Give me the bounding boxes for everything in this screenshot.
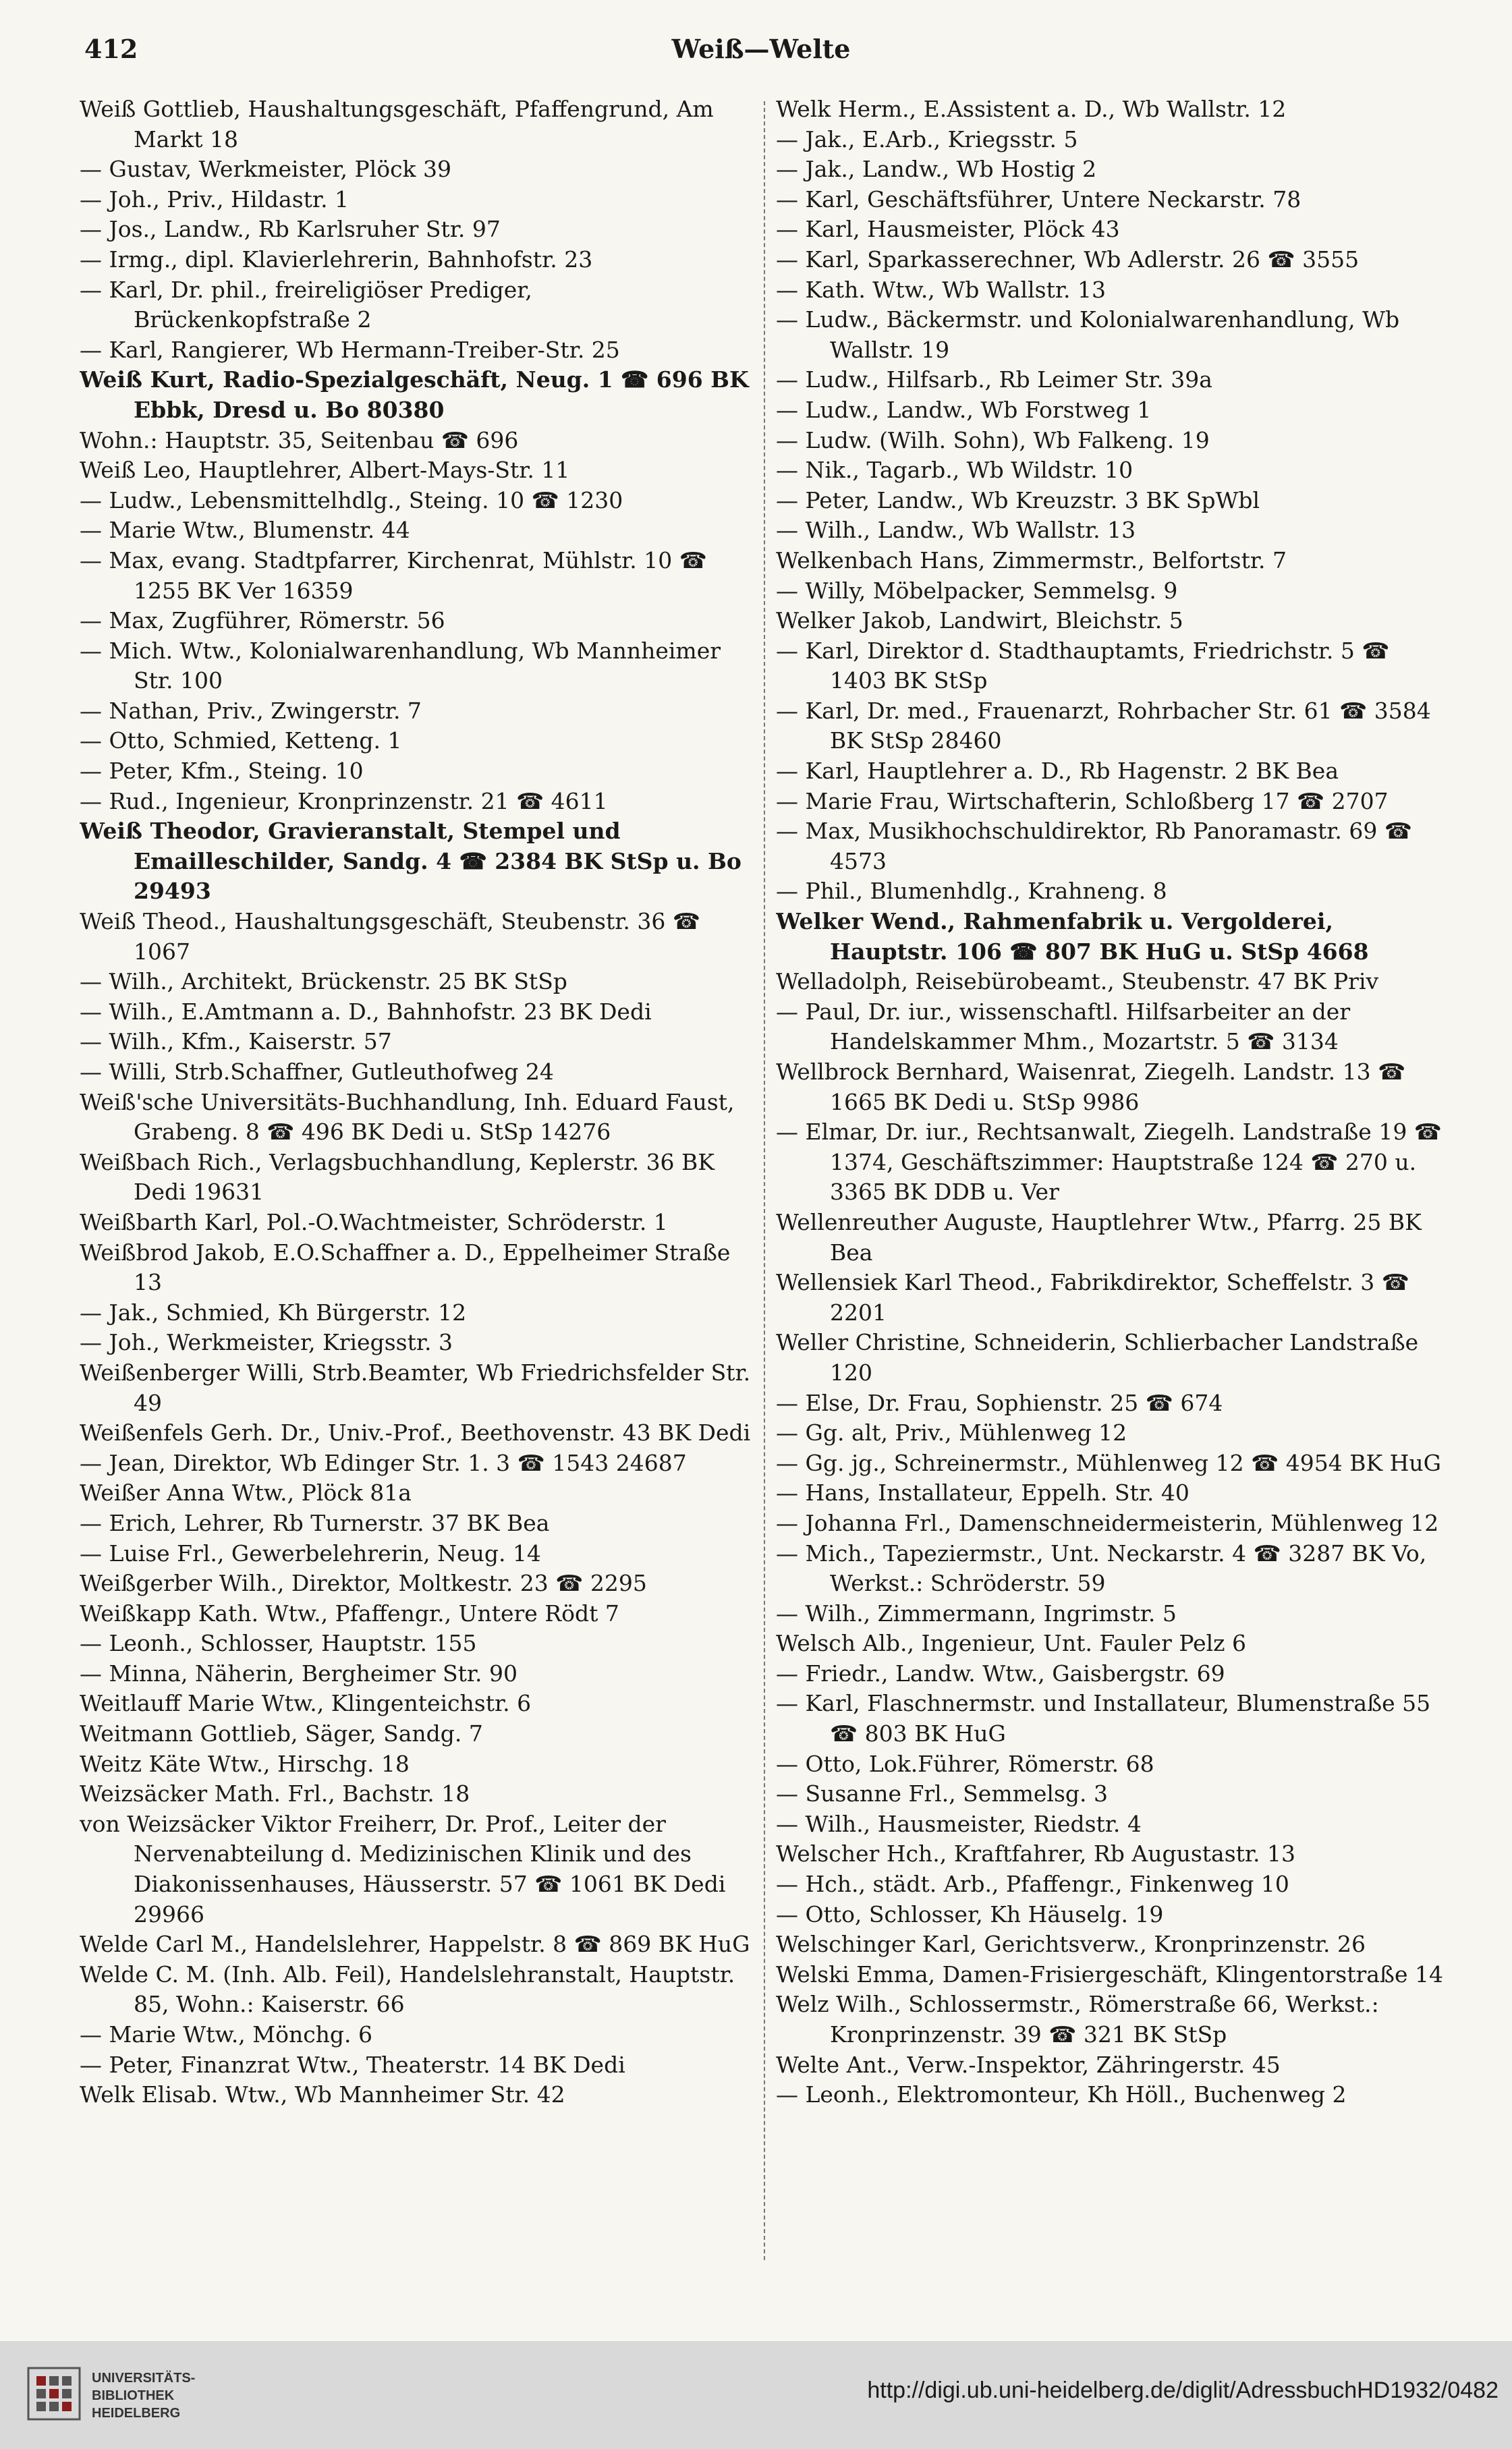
directory-entry: — Karl, Geschäftsführer, Untere Neckarstr. 78 <box>776 186 1301 213</box>
directory-entry: — Paul, Dr. iur., wissenschaftl. Hilfsarbeiter an der Handelskammer Mhm., Mozartstr. 5 ☎ 3134 <box>776 998 1351 1055</box>
left-column <box>80 94 754 2260</box>
directory-entry: — Elmar, Dr. iur., Rechtsanwalt, Ziegelh. Landstraße 19 ☎ 1374, Geschäftszimmer: Hauptstraße 124 ☎ 270 u. 3365 BK DDB u. Ver <box>776 1119 1442 1206</box>
directory-entry: Welz Wilh., Schlossermstr., Römerstraße 66, Werkst.: Kronprinzenstr. 39 ☎ 321 BK StSp <box>776 1991 1379 2048</box>
directory-entry: — Johanna Frl., Damenschneidermeisterin, Mühlenweg 12 <box>776 1509 1439 1536</box>
directory-entry: Welladolph, Reisebürobeamt., Steubenstr. 47 BK Priv <box>776 968 1379 995</box>
directory-entry: — Joh., Priv., Hildastr. 1 <box>80 186 349 213</box>
directory-entry: Weller Christine, Schneiderin, Schlierbacher Landstraße 120 <box>776 1329 1419 1386</box>
directory-entry: — Hch., städt. Arb., Pfaffengr., Finkenweg 10 <box>776 1871 1289 1898</box>
directory-entry: — Else, Dr. Frau, Sophienstr. 25 ☎ 674 <box>776 1389 1223 1416</box>
directory-entry: — Luise Frl., Gewerbelehrerin, Neug. 14 <box>80 1540 541 1567</box>
directory-entry: — Wilh., Zimmermann, Ingrimstr. 5 <box>776 1600 1177 1627</box>
directory-entry: — Jak., E.Arb., Kriegsstr. 5 <box>776 125 1078 152</box>
directory-entry: Welde C. M. (Inh. Alb. Feil), Handelslehranstalt, Hauptstr. 85, Wohn.: Kaiserstr. 66 <box>80 1961 735 2018</box>
directory-entry: Weißer Anna Wtw., Plöck 81a <box>80 1480 412 1507</box>
directory-entry: Weißkapp Kath. Wtw., Pfaffengr., Untere Rödt 7 <box>80 1600 619 1627</box>
directory-entry: Welker Wend., Rahmenfabrik u. Vergolderei, Hauptstr. 106 ☎ 807 BK HuG u. StSp 4668 <box>776 908 1369 965</box>
directory-entry: — Susanne Frl., Semmelsg. 3 <box>776 1780 1109 1807</box>
directory-entry: Welschinger Karl, Gerichtsverw., Kronprinzenstr. 26 <box>776 1931 1366 1958</box>
directory-entry: — Karl, Dr. phil., freireligiöser Prediger, Brückenkopfstraße 2 <box>80 276 532 333</box>
directory-entry: — Otto, Schmied, Ketteng. 1 <box>80 727 402 754</box>
directory-entry: Welte Ant., Verw.-Inspektor, Zähringerstr. 45 <box>776 2051 1281 2078</box>
directory-entry: Weiß Gottlieb, Haushaltungsgeschäft, Pfaffengrund, Am Markt 18 <box>80 96 714 152</box>
directory-entry: — Wilh., E.Amtmann a. D., Bahnhofstr. 23 BK Dedi <box>80 998 652 1025</box>
directory-entry: Welde Carl M., Handelslehrer, Happelstr. 8 ☎ 869 BK HuG <box>80 1931 750 1958</box>
directory-entry: — Nik., Tagarb., Wb Wildstr. 10 <box>776 457 1133 484</box>
directory-entry: — Ludw., Lebensmittelhdlg., Steing. 10 ☎ 1230 <box>80 486 623 513</box>
directory-entry: — Karl, Hauptlehrer a. D., Rb Hagenstr. 2 BK Bea <box>776 758 1339 785</box>
directory-entry: Wellensiek Karl Theod., Fabrikdirektor, Scheffelstr. 3 ☎ 2201 <box>776 1269 1409 1326</box>
directory-entry: Welk Herm., E.Assistent a. D., Wb Wallstr. 12 <box>776 96 1287 122</box>
directory-entry: — Karl, Rangierer, Wb Hermann-Treiber-Str. 25 <box>80 336 620 363</box>
directory-entry: — Gustav, Werkmeister, Plöck 39 <box>80 156 452 183</box>
directory-entry: Weitmann Gottlieb, Säger, Sandg. 7 <box>80 1720 483 1747</box>
directory-entry: — Otto, Lok.Führer, Römerstr. 68 <box>776 1750 1154 1777</box>
directory-entry: — Jak., Schmied, Kh Bürgerstr. 12 <box>80 1299 467 1326</box>
directory-entry: — Karl, Direktor d. Stadthauptamts, Friedrichstr. 5 ☎ 1403 BK StSp <box>776 637 1390 694</box>
directory-entry: — Marie Wtw., Mönchg. 6 <box>80 2021 373 2048</box>
directory-entry: Weiß'sche Universitäts-Buchhandlung, Inh. Eduard Faust, Grabeng. 8 ☎ 496 BK Dedi u. StSp 14276 <box>80 1088 735 1146</box>
directory-entry: — Friedr., Landw. Wtw., Gaisbergstr. 69 <box>776 1660 1225 1687</box>
directory-entry: — Leonh., Schlosser, Hauptstr. 155 <box>80 1630 477 1657</box>
directory-entry: — Leonh., Elektromonteur, Kh Höll., Buchenweg 2 <box>776 2081 1347 2108</box>
directory-entry: Wellenreuther Auguste, Hauptlehrer Wtw., Pfarrg. 25 BK Bea <box>776 1208 1422 1266</box>
directory-entry: — Kath. Wtw., Wb Wallstr. 13 <box>776 276 1106 303</box>
directory-entry: — Rud., Ingenieur, Kronprinzenstr. 21 ☎ 4611 <box>80 787 608 814</box>
directory-entry: — Wilh., Kfm., Kaiserstr. 57 <box>80 1028 392 1055</box>
directory-entry: — Mich., Tapeziermstr., Unt. Neckarstr. 4 ☎ 3287 BK Vo, Werkst.: Schröderstr. 59 <box>776 1540 1427 1597</box>
directory-entry: — Otto, Schlosser, Kh Häuselg. 19 <box>776 1901 1164 1927</box>
directory-entry: — Willi, Strb.Schaffner, Gutleuthofweg 24 <box>80 1059 554 1085</box>
directory-entry: Weißbrod Jakob, E.O.Schaffner a. D., Eppelheimer Straße 13 <box>80 1239 731 1296</box>
directory-entry: — Wilh., Hausmeister, Riedstr. 4 <box>776 1810 1142 1837</box>
directory-entry: — Ludw., Landw., Wb Forstweg 1 <box>776 396 1152 423</box>
page-number: 412 <box>84 34 138 64</box>
source-url[interactable]: http://digi.ub.uni-heidelberg.de/diglit/AdressbuchHD1932/0482 <box>867 2377 1499 2403</box>
directory-entry: — Jean, Direktor, Wb Edinger Str. 1. 3 ☎ 1543 24687 <box>80 1449 687 1476</box>
directory-entry: — Max, Musikhochschuldirektor, Rb Panoramastr. 69 ☎ 4573 <box>776 818 1412 874</box>
directory-entry: — Karl, Hausmeister, Plöck 43 <box>776 216 1120 243</box>
directory-entry: — Karl, Sparkasserechner, Wb Adlerstr. 26 ☎ 3555 <box>776 246 1360 273</box>
directory-entry: Weißgerber Wilh., Direktor, Moltkestr. 23 ☎ 2295 <box>80 1570 647 1597</box>
directory-entry: — Irmg., dipl. Klavierlehrerin, Bahnhofstr. 23 <box>80 246 593 273</box>
library-logo[interactable] <box>27 2364 216 2431</box>
directory-entry: — Peter, Finanzrat Wtw., Theaterstr. 14 BK Dedi <box>80 2051 625 2078</box>
directory-entry: — Wilh., Architekt, Brückenstr. 25 BK StSp <box>80 968 567 995</box>
directory-entry: Weißbach Rich., Verlagsbuchhandlung, Keplerstr. 36 BK Dedi 19631 <box>80 1148 715 1206</box>
directory-entry: — Marie Wtw., Blumenstr. 44 <box>80 517 410 544</box>
directory-entry: — Max, evang. Stadtpfarrer, Kirchenrat, Mühlstr. 10 ☎ 1255 BK Ver 16359 <box>80 546 707 604</box>
directory-entry: — Max, Zugführer, Römerstr. 56 <box>80 607 445 634</box>
directory-entry: Weißenfels Gerh. Dr., Univ.-Prof., Beethovenstr. 43 BK Dedi <box>80 1419 751 1446</box>
directory-entry: Welk Elisab. Wtw., Wb Mannheimer Str. 42 <box>80 2081 565 2108</box>
directory-entry: — Gg. jg., Schreinermstr., Mühlenweg 12 ☎ 4954 BK HuG <box>776 1449 1442 1476</box>
column-divider <box>764 101 765 2260</box>
directory-entry: Welkenbach Hans, Zimmermstr., Belfortstr. 7 <box>776 546 1287 573</box>
directory-entry: — Mich. Wtw., Kolonialwarenhandlung, Wb Mannheimer Str. 100 <box>80 637 721 694</box>
directory-entry: — Hans, Installateur, Eppelh. Str. 40 <box>776 1480 1189 1507</box>
library-name: UNIVERSITÄTS- BIBLIOTHEK HEIDELBERG <box>92 2371 196 2421</box>
directory-entry: Welker Jakob, Landwirt, Bleichstr. 5 <box>776 607 1183 634</box>
directory-entry: Weißenberger Willi, Strb.Beamter, Wb Friedrichsfelder Str. 49 <box>80 1359 751 1416</box>
directory-entry: Welsch Alb., Ingenieur, Unt. Fauler Pelz 6 <box>776 1630 1247 1657</box>
directory-entry: Weitz Käte Wtw., Hirschg. 18 <box>80 1750 410 1777</box>
library-logo-icon <box>27 2367 81 2421</box>
directory-entry: Weiß Leo, Hauptlehrer, Albert-Mays-Str. 11 <box>80 457 570 484</box>
directory-entry: Weiß Theodor, Gravieranstalt, Stempel und Emailleschilder, Sandg. 4 ☎ 2384 BK StSp u. Bo 29493 <box>80 818 741 905</box>
directory-entry: — Marie Frau, Wirtschafterin, Schloßberg 17 ☎ 2707 <box>776 787 1389 814</box>
directory-entry: — Willy, Möbelpacker, Semmelsg. 9 <box>776 577 1178 604</box>
directory-entry: — Minna, Näherin, Bergheimer Str. 90 <box>80 1660 517 1687</box>
directory-entry: — Peter, Landw., Wb Kreuzstr. 3 BK SpWbl <box>776 486 1260 513</box>
directory-entry: — Ludw., Hilfsarb., Rb Leimer Str. 39a <box>776 366 1212 393</box>
directory-entry: — Ludw., Bäckermstr. und Kolonialwarenhandlung, Wb Wallstr. 19 <box>776 306 1400 363</box>
directory-entry: von Weizsäcker Viktor Freiherr, Dr. Prof., Leiter der Nervenabteilung d. Medizinischen Klinik und des Diakonissenhauses, Häusserstr. 57 ☎ 1061 BK Dedi 29966 <box>80 1810 726 1927</box>
directory-entry: — Jak., Landw., Wb Hostig 2 <box>776 156 1097 183</box>
directory-entry: Wellbrock Bernhard, Waisenrat, Ziegelh. Landstr. 13 ☎ 1665 BK Dedi u. StSp 9986 <box>776 1059 1406 1115</box>
directory-entry: — Jos., Landw., Rb Karlsruher Str. 97 <box>80 216 501 243</box>
page-header <box>74 27 1448 74</box>
directory-entry: — Ludw. (Wilh. Sohn), Wb Falkeng. 19 <box>776 426 1210 453</box>
page-title: Weiß—Welte <box>671 34 851 64</box>
directory-entry: Welski Emma, Damen-Frisiergeschäft, Klingentorstraße 14 <box>776 1961 1443 1988</box>
directory-entry: — Nathan, Priv., Zwingerstr. 7 <box>80 697 422 724</box>
right-column <box>776 94 1451 2260</box>
directory-entry: — Karl, Flaschnermstr. und Installateur, Blumenstraße 55 ☎ 803 BK HuG <box>776 1690 1431 1747</box>
directory-entry: Weitlauff Marie Wtw., Klingenteichstr. 6 <box>80 1690 532 1717</box>
directory-entry: Weizsäcker Math. Frl., Bachstr. 18 <box>80 1780 470 1807</box>
directory-entry: — Gg. alt, Priv., Mühlenweg 12 <box>776 1419 1127 1446</box>
directory-entry: — Joh., Werkmeister, Kriegsstr. 3 <box>80 1329 453 1356</box>
directory-entry: Weiß Theod., Haushaltungsgeschäft, Steubenstr. 36 ☎ 1067 <box>80 908 700 965</box>
directory-entry: Wohn.: Hauptstr. 35, Seitenbau ☎ 696 <box>80 426 519 453</box>
directory-entry: Weiß Kurt, Radio-Spezialgeschäft, Neug. 1 ☎ 696 BK Ebbk, Dresd u. Bo 80380 <box>80 366 749 423</box>
viewer-footer <box>0 2341 1512 2449</box>
directory-entry: — Karl, Dr. med., Frauenarzt, Rohrbacher Str. 61 ☎ 3584 BK StSp 28460 <box>776 697 1431 754</box>
directory-entry: Weißbarth Karl, Pol.-O.Wachtmeister, Schröderstr. 1 <box>80 1208 668 1235</box>
directory-entry: — Wilh., Landw., Wb Wallstr. 13 <box>776 517 1136 544</box>
directory-entry: — Erich, Lehrer, Rb Turnerstr. 37 BK Bea <box>80 1509 550 1536</box>
directory-entry: — Phil., Blumenhdlg., Krahneng. 8 <box>776 878 1167 905</box>
directory-entry: — Peter, Kfm., Steing. 10 <box>80 758 364 785</box>
directory-entry: Welscher Hch., Kraftfahrer, Rb Augustastr. 13 <box>776 1840 1296 1867</box>
